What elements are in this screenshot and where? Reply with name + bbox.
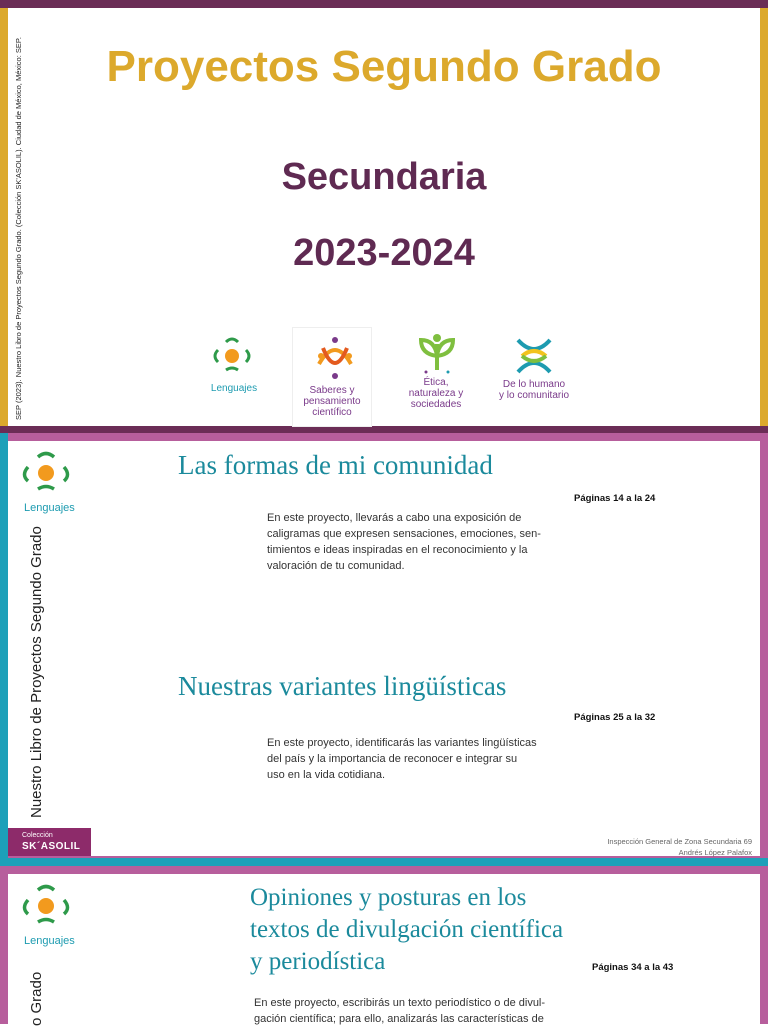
title-line: y periodística — [250, 948, 386, 975]
description-line: gación científica; para ello, analizarás las características de — [254, 1013, 544, 1025]
project-title: Nuestras variantes lingüísticas — [178, 671, 507, 701]
saberes-icon — [313, 334, 357, 380]
description-line: valoración de tu comunidad. — [267, 560, 405, 572]
page-range: Páginas 25 a la 32 — [574, 712, 656, 723]
lenguajes-icon — [212, 336, 254, 372]
cover-slide — [0, 0, 768, 433]
coleccion-label: Colección — [22, 832, 53, 839]
description-line: En este proyecto, escribirás un texto periodístico o de divul- — [254, 997, 546, 1009]
credit-line: Inspección General de Zona Secundaria 69 — [607, 837, 752, 846]
bottom-bar — [0, 858, 768, 866]
project-slide-1 — [0, 433, 768, 866]
page-range: Páginas 34 a la 43 — [592, 962, 674, 973]
book-title-vertical: Nuestro Libro de Proyectos Segundo Grado — [28, 526, 45, 818]
lenguajes-icon — [22, 451, 72, 491]
book-title-vertical: o Grado — [28, 971, 45, 1026]
logo-label: Ética, naturaleza y sociedades — [408, 377, 464, 410]
project-title — [250, 882, 563, 978]
etica-icon — [418, 332, 456, 374]
level-heading: Secundaria — [281, 156, 487, 198]
logo-label: Saberes y pensamiento científico — [303, 385, 361, 418]
description-line: En este proyecto, identificarás las variantes lingüísticas — [267, 737, 537, 749]
project-title: Las formas de mi comunidad — [178, 450, 493, 480]
lenguajes-icon — [22, 884, 72, 924]
credit-line: Andrés López Palafox — [678, 848, 752, 857]
school-year: 2023-2024 — [293, 232, 475, 274]
project-description — [267, 510, 557, 574]
page-title: Proyectos Segundo Grado — [106, 42, 662, 91]
campo-label: Lenguajes — [24, 502, 75, 514]
project-slide-2 — [0, 866, 768, 1024]
description-line: En este proyecto, llevarás a cabo una exposición de — [267, 512, 522, 524]
coleccion-name: SK´ASOLIL — [22, 841, 81, 852]
logo-humano — [492, 334, 576, 410]
project-description — [267, 735, 557, 783]
bottom-bar — [0, 426, 768, 433]
page-range: Páginas 14 a la 24 — [574, 493, 656, 504]
logo-saberes — [293, 328, 371, 426]
description-line: caligramas que expresen sensaciones, emociones, sen- — [267, 528, 541, 540]
side-citation: SEP (2023). Nuestro Libro de Proyectos Segundo Grado. (Colección SK'ASOLIL). Ciudad de México, México: SEP. — [14, 36, 23, 420]
logo-label: De lo humano y lo comunitario — [498, 379, 570, 401]
description-line: timientos e ideas inspiradas en el reconocimiento y la — [267, 544, 528, 556]
logo-etica — [400, 330, 472, 416]
left-band — [0, 433, 8, 866]
project-description — [254, 995, 574, 1027]
description-line: uso en la vida cotidiana. — [267, 769, 386, 781]
top-bar — [0, 0, 768, 8]
footer-credit — [540, 836, 752, 858]
campo-label: Lenguajes — [24, 935, 75, 947]
logo-lenguajes — [200, 334, 268, 404]
title-line: Opiniones y posturas en los — [250, 884, 527, 911]
coleccion-badge — [8, 828, 91, 856]
humano-icon — [514, 336, 554, 376]
title-line: textos de divulgación científica — [250, 916, 564, 943]
logo-label: Lenguajes — [210, 383, 258, 394]
description-line: del país y la importancia de reconocer e integrar su — [267, 753, 518, 765]
